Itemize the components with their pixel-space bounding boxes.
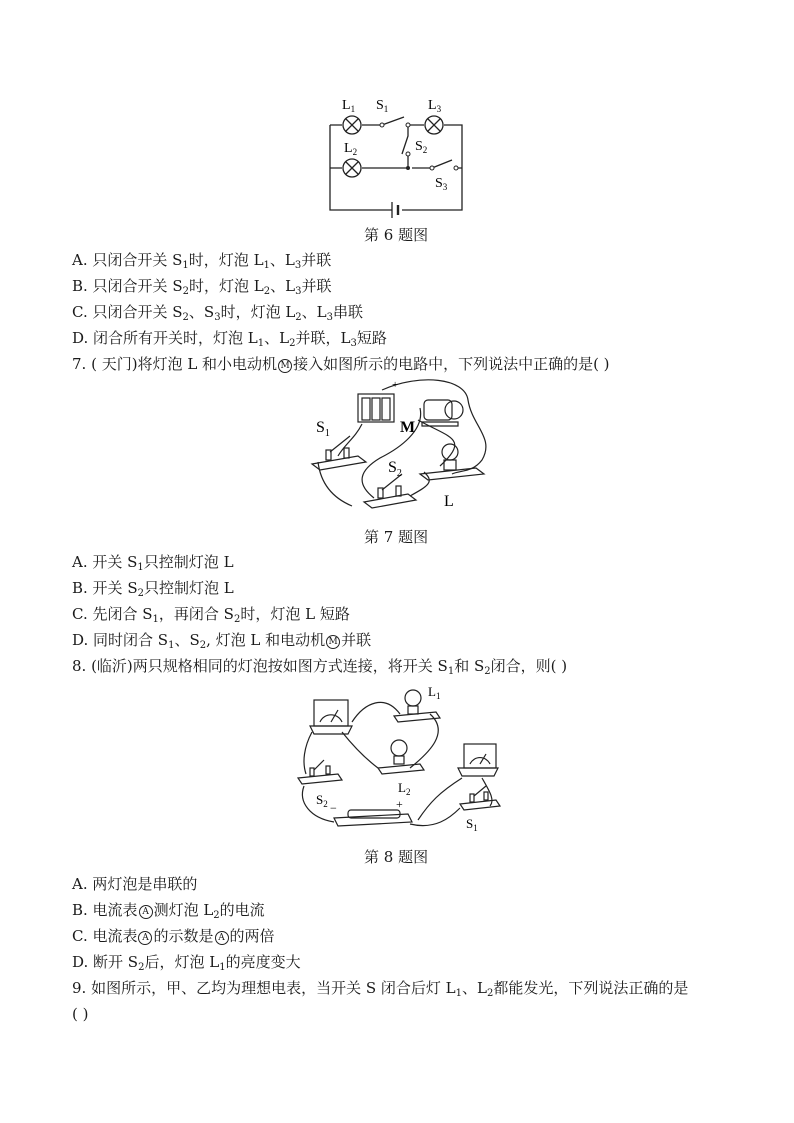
q9-answer-bracket: ( ) xyxy=(72,1005,89,1023)
q8-circuit-diagram xyxy=(290,682,510,838)
svg-text:S1: $S_1$ xyxy=(466,816,478,833)
q7-option-a: A. 开关 $S_1$只控制灯泡 L xyxy=(72,553,234,573)
q7-circuit-diagram xyxy=(300,378,500,516)
ammeter-symbol-icon: A xyxy=(139,905,153,919)
q6-label-s1: S xyxy=(376,98,384,113)
ammeter-symbol-icon: A xyxy=(215,931,229,945)
q6-label-s3: S xyxy=(435,176,443,191)
q7-caption: 第 7 题图 xyxy=(364,528,429,546)
q8-option-d: D. 断开 $S_2$后，灯泡 $L_1$的亮度变大 xyxy=(72,953,301,973)
q8-label-s1: S xyxy=(466,816,474,831)
q6-option-a: A. 只闭合开关 $S_1$时，灯泡 $L_1$、$L_3$并联 xyxy=(72,251,332,271)
q8-caption: 第 8 题图 xyxy=(364,848,429,866)
q6-circuit-diagram xyxy=(320,92,480,220)
ammeter-symbol-icon: A xyxy=(138,931,152,945)
svg-text:L1: $L_1$ xyxy=(342,98,356,114)
q7-option-d: D. 同时闭合 $S_1$、$S_2$, 灯泡 L 和电动机 M 并联 xyxy=(72,631,372,651)
q8-label-plus: + xyxy=(396,797,403,811)
q9-stem: 9. 如图所示，甲、乙均为理想电表，当开关 S 闭合后灯 $L_1$、$L_2$都能发光，下列说法正确的是 xyxy=(72,979,689,999)
q8-option-a: A. 两灯泡是串联的 xyxy=(72,875,198,893)
q7-label-l: L xyxy=(444,493,454,510)
q7-option-b: B. 开关 $S_2$只控制灯泡 L xyxy=(72,579,234,599)
q8-option-b: B. 电流表 A 测灯泡 $L_2$的电流 xyxy=(72,901,265,921)
q6-label-l1: L xyxy=(342,98,351,113)
q7-label-s2: S xyxy=(388,459,397,476)
q7-label-m: M xyxy=(400,419,416,436)
q8-label-l1: L xyxy=(428,684,436,699)
q6-label-s2: S xyxy=(415,139,423,154)
q6-caption: 第 6 题图 xyxy=(364,226,429,244)
svg-text:S2: $S_2$ xyxy=(388,459,402,479)
svg-text:S1: $S_1$ xyxy=(316,419,330,439)
svg-text:S1: $S_1$ xyxy=(376,98,389,114)
motor-symbol-icon: M xyxy=(278,359,292,373)
q8-option-c: C. 电流表 A 的示数是 A 的两倍 xyxy=(72,927,275,945)
q6-label-l2: L xyxy=(344,141,353,156)
q6-label-l3: L xyxy=(428,98,437,113)
q7-stem: 7. ( 天门)将灯泡 L 和小电动机 M 接入如图所示的电路中，下列说法中正确的是( ) xyxy=(72,355,610,373)
svg-text:L3: $L_3$ xyxy=(428,98,442,114)
q8-label-l2: L xyxy=(398,780,406,795)
q8-label-minus: − xyxy=(330,801,337,815)
svg-text:L1: $L_1$ xyxy=(428,684,441,701)
motor-symbol-icon: M xyxy=(326,635,340,649)
q6-option-d: D. 闭合所有开关时，灯泡 $L_1$、$L_2$并联，$L_3$短路 xyxy=(72,329,387,349)
q6-option-c: C. 只闭合开关 $S_2$、$S_3$时，灯泡 $L_2$、$L_3$串联 xyxy=(72,303,364,323)
svg-text:L2: $L_2$ xyxy=(344,141,358,157)
svg-text:S2: $S_2$ xyxy=(415,139,428,155)
svg-text:L2: $L_2$ xyxy=(398,780,411,797)
q8-stem: 8. (临沂)两只规格相同的灯泡按如图方式连接，将开关 $S_1$和 $S_2$闭合，则( ) xyxy=(72,657,568,677)
q7-label-plus: + xyxy=(392,379,399,391)
q7-option-c: C. 先闭合 $S_1$，再闭合 $S_2$时，灯泡 L 短路 xyxy=(72,605,350,625)
q6-option-b: B. 只闭合开关 $S_2$时，灯泡 $L_2$、$L_3$并联 xyxy=(72,277,332,297)
q7-label-s1: S xyxy=(316,419,325,436)
svg-text:S3: $S_3$ xyxy=(435,176,448,192)
q8-label-s2: S xyxy=(316,792,324,807)
svg-text:S2: $S_2$ xyxy=(316,792,328,809)
